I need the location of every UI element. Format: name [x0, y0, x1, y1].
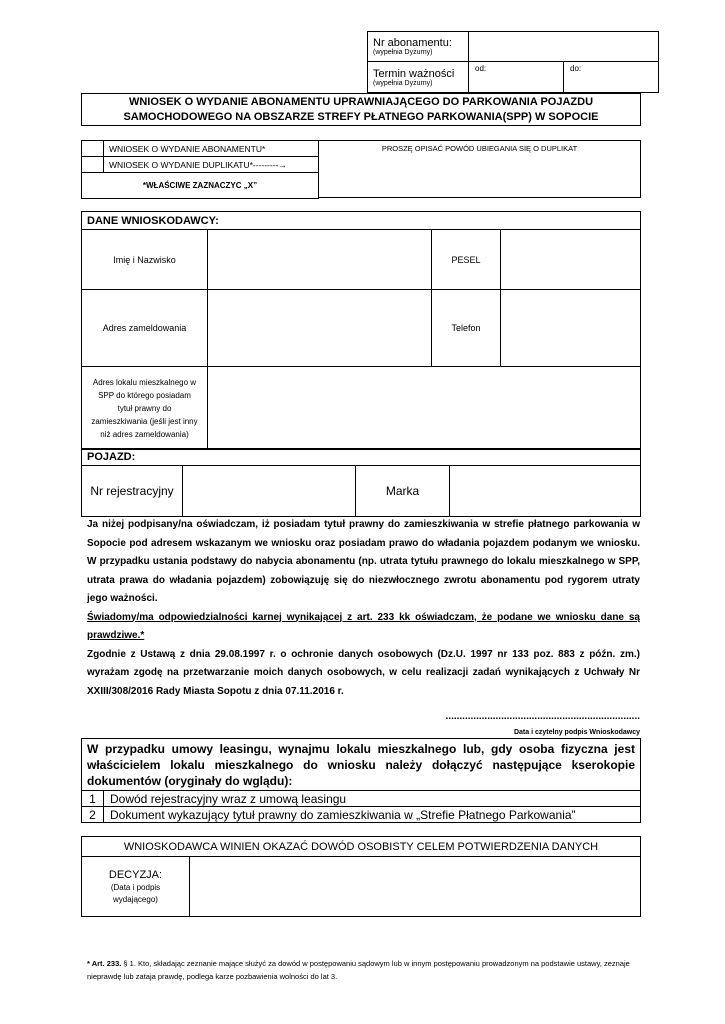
option-subscription-label: WNIOSEK O WYDANIE ABONAMENTU* — [104, 141, 319, 157]
name-label: Imię i Nazwisko — [82, 230, 208, 290]
address-field[interactable] — [208, 290, 432, 367]
pesel-label: PESEL — [432, 230, 501, 290]
validity-label-cell — [368, 62, 469, 93]
duplicate-reason-label: PROSZĘ OPISAĆ POWÓD UBIEGANIA SIĘ O DUPLIKAT — [381, 144, 578, 153]
phone-label: Telefon — [432, 290, 501, 367]
validity-from-field[interactable] — [469, 62, 564, 93]
validity-label: Termin ważności — [373, 67, 455, 80]
id-notice: WNIOSKODAWCA WINIEN OKAZAĆ DOWÓD OSOBISTY CELEM POTWIERDZENIA DANYCH — [82, 837, 641, 857]
request-type-table — [81, 140, 319, 199]
subscription-number-label: Nr abonamentu: — [373, 37, 452, 49]
declaration-residence: Ja niżej podpisany/na oświadczam, iż posiadam tytuł prawny do zamieszkiwania w strefie płatnego parkowania w Sopocie pod adresem wskazanym we wniosku oraz posiadam prawo do władania pojazdem podanym we wniosku. W przypadku ustania podstawy do nabycia abonamentu (np. utrata tytułu prawnego do lokalu mieszkalnego w SPP, utrata prawa do władania pojazdem) zobowiązuję się do niezwłocznego zwrotu abonamentu pod rygorem utraty jego ważności. — [87, 519, 640, 604]
subscription-number-note: (wypełnia Dyżurny) — [373, 49, 433, 56]
checkbox-duplicate[interactable] — [82, 157, 104, 173]
phone-field[interactable] — [501, 290, 641, 367]
leasing-item — [82, 791, 641, 807]
registration-label: Nr rejestracyjny — [82, 466, 183, 517]
residence-field[interactable] — [208, 367, 641, 450]
leasing-intro: W przypadku umowy leasingu, wynajmu lokalu mieszkalnego lub, gdy osoba fizyczna jest właścicielem lokalu mieszkalnego do wniosku należy dołączyć następujące kserokopie dokumentów (oryginały do wglądu): — [82, 739, 641, 791]
checkbox-subscription[interactable] — [82, 141, 104, 157]
registration-field[interactable] — [183, 466, 356, 517]
duplicate-reason-box[interactable] — [318, 140, 641, 198]
footnote-article: * Art. 233. — [87, 959, 122, 968]
validity-to-label: do: — [570, 64, 582, 73]
declaration-data-consent: Zgodnie z Ustawą z dnia 29.08.1997 r. o ochronie danych osobowych (Dz.U. 1997 nr 133 poz. 883 z późn. zm.) wyrażam zgodę na przetwarzanie moich danych osobowych, w celu realizacji zadań wynikających z Uchwały Nr XXIII/308/2016 Rady Miasta Sopotu z dnia 07.11.2016 r. — [87, 648, 640, 697]
decision-note: (Data i podpis wydającego) — [110, 883, 161, 904]
brand-label: Marka — [356, 466, 450, 517]
form-title — [81, 93, 641, 126]
subscription-number-label-cell — [368, 32, 469, 62]
vehicle-table — [81, 448, 641, 517]
validity-note: (wypełnia Dyżurny) — [373, 79, 433, 87]
footnote — [87, 957, 643, 983]
signature-line[interactable]: ...................................................................... — [445, 711, 640, 722]
validity-from-label: od: — [475, 64, 487, 73]
declaration — [87, 516, 640, 701]
applicant-table — [81, 211, 641, 450]
pesel-field[interactable] — [501, 230, 641, 290]
residence-label: Adres lokalu mieszkalnego w SPP do którego posiadam tytuł prawny do zamieszkiwania (jeśli jest inny niż adres zameldowania) — [82, 367, 208, 450]
footnote-text: § 1. Kto, składając zeznanie mające służyć za dowód w postępowaniu sądowym lub w innym postępowaniu prowadzonym na podstawie ustawy, zeznaje nieprawdę lub zataja prawdę, podlega karze pozbawienia wolności do lat 3. — [87, 959, 630, 981]
leasing-item-number: 1 — [82, 791, 104, 807]
declaration-criminal-liability: Świadomy/ma odpowiedzialności karnej wynikającej z art. 233 kk oświadczam, że podane we wniosku dane są prawdziwe.* — [87, 611, 640, 641]
vehicle-header: POJAZD: — [82, 449, 641, 466]
option-duplicate-label: WNIOSEK O WYDANIE DUPLIKATU*---------→ — [104, 157, 319, 173]
address-label: Adres zameldowania — [82, 290, 208, 367]
decision-table — [81, 836, 641, 917]
applicant-header: DANE WNIOSKODAWCY: — [82, 212, 641, 230]
brand-field[interactable] — [450, 466, 641, 517]
subscription-box — [367, 31, 659, 93]
leasing-item-text: Dowód rejestracyjny wraz z umową leasingu — [104, 791, 641, 807]
leasing-table — [81, 738, 641, 823]
form-title-line2: SAMOCHODOWEGO NA OBSZARZE STREFY PŁATNEGO PARKOWANIA(SPP) W SOPOCIE — [123, 111, 599, 123]
leasing-item — [82, 807, 641, 823]
leasing-item-number: 2 — [82, 807, 104, 823]
form-title-line1: WNIOSEK O WYDANIE ABONAMENTU UPRAWNIAJĄCEGO DO PARKOWANIA POJAZDU — [128, 96, 594, 108]
signature-label: Data i czytelny podpis Wnioskodawcy — [513, 729, 640, 736]
leasing-item-text: Dokument wykazujący tytuł prawny do zamieszkiwania w „Strefie Płatnego Parkowania” — [104, 807, 641, 823]
mark-instruction: *WŁAŚCIWE ZAZNACZYC „X” — [82, 173, 319, 199]
subscription-number-field[interactable] — [469, 32, 659, 62]
decision-label: DECYZJA: — [108, 869, 163, 881]
decision-field[interactable] — [190, 857, 641, 917]
decision-label-cell — [82, 857, 190, 917]
name-field[interactable] — [208, 230, 432, 290]
validity-to-field[interactable] — [564, 62, 659, 93]
